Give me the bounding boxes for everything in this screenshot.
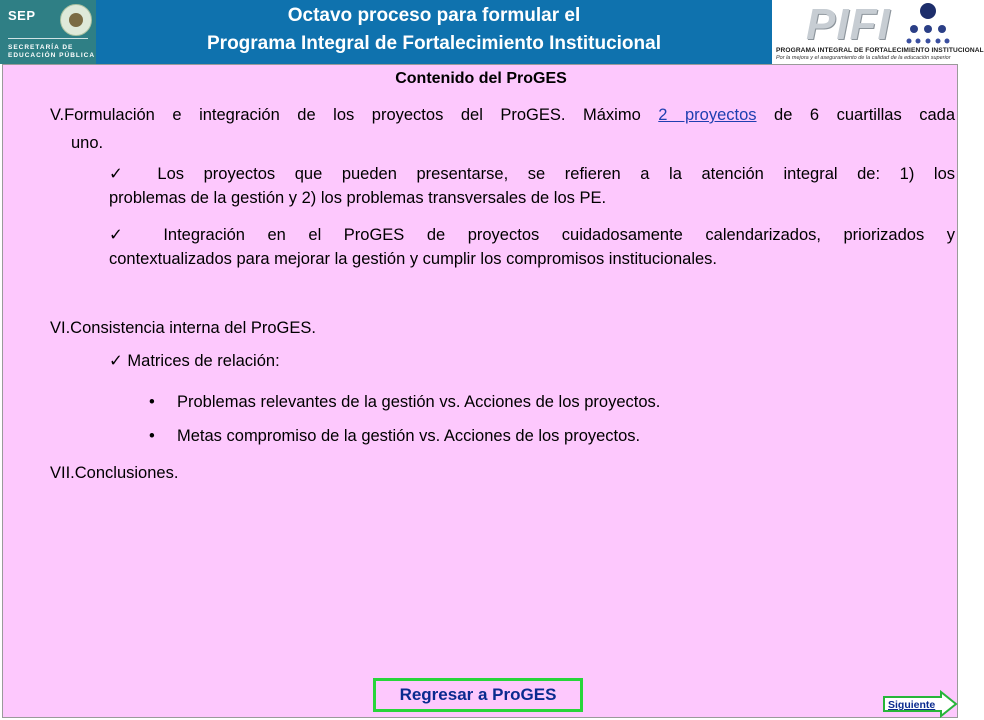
bullet-icon: • (149, 393, 155, 411)
content-panel (2, 64, 958, 718)
sep-logo (0, 0, 96, 64)
back-to-proges-button[interactable]: Regresar a ProGES (373, 678, 583, 712)
sep-line1: SECRETARÍA DE (8, 44, 74, 51)
pifi-tagline: Por la mejora y el aseguramiento de la calidad de la educación superior (776, 55, 951, 61)
title-band (96, 0, 772, 64)
section-7-title: VII.Conclusiones. (50, 464, 179, 482)
check-item-1-line1 (109, 163, 955, 185)
check-item-2-line1 (109, 224, 955, 246)
section-6-title: VI.Consistencia interna del ProGES. (50, 319, 316, 337)
page-title-line1: Octavo proceso para formular el (287, 5, 581, 26)
sep-divider (8, 38, 88, 39)
check-item-3-text: Matrices de relación: (127, 352, 280, 370)
pifi-dots-icon (904, 2, 954, 48)
page-title-line2: Programa Integral de Fortalecimiento Institucional (207, 33, 661, 54)
check-item-1-text: Los proyectos que pueden presentarse, se refieren a la atención integral de: 1) los (157, 165, 955, 183)
check-item-1-line2: problemas de la gestión y 2) los problemas transversales de los PE. (109, 189, 607, 207)
bullet-item-2: Metas compromiso de la gestión vs. Acciones de los proyectos. (177, 427, 641, 445)
check-icon: ✓ (109, 352, 123, 370)
section-5-text-end: de 6 cuartillas cada (756, 106, 955, 124)
pifi-logo (772, 0, 984, 64)
next-button[interactable] (883, 691, 957, 717)
next-label: Siguiente (888, 699, 936, 711)
sep-acronym: SEP (8, 8, 36, 23)
check-icon: ✓ (109, 165, 138, 183)
check-item-2-text: Integración en el ProGES de proyectos cuidadosamente calendarizados, priorizados y (163, 226, 955, 244)
sep-line2: EDUCACIÓN PÚBLICA (8, 52, 96, 59)
check-item-3 (109, 350, 280, 372)
pifi-wordmark: PIFI (806, 0, 891, 49)
bullet-item-1: Problemas relevantes de la gestión vs. Acciones de los proyectos. (177, 393, 661, 411)
section-5-text: V.Formulación e integración de los proyectos del ProGES. Máximo (50, 106, 659, 124)
header (0, 0, 984, 64)
content-heading: Contenido del ProGES (395, 70, 567, 87)
pifi-name: PROGRAMA INTEGRAL DE FORTALECIMIENTO INSTITUCIONAL (776, 47, 984, 54)
section-5-line1 (50, 104, 955, 126)
mexico-seal-icon (60, 4, 92, 36)
check-icon: ✓ (109, 226, 141, 244)
section-5-line2: uno. (71, 134, 104, 152)
bullet-icon: • (149, 427, 155, 445)
projects-link[interactable]: 2 proyectos (658, 106, 757, 124)
check-item-2-line2: contextualizados para mejorar la gestión y cumplir los compromisos institucionales. (109, 250, 718, 268)
